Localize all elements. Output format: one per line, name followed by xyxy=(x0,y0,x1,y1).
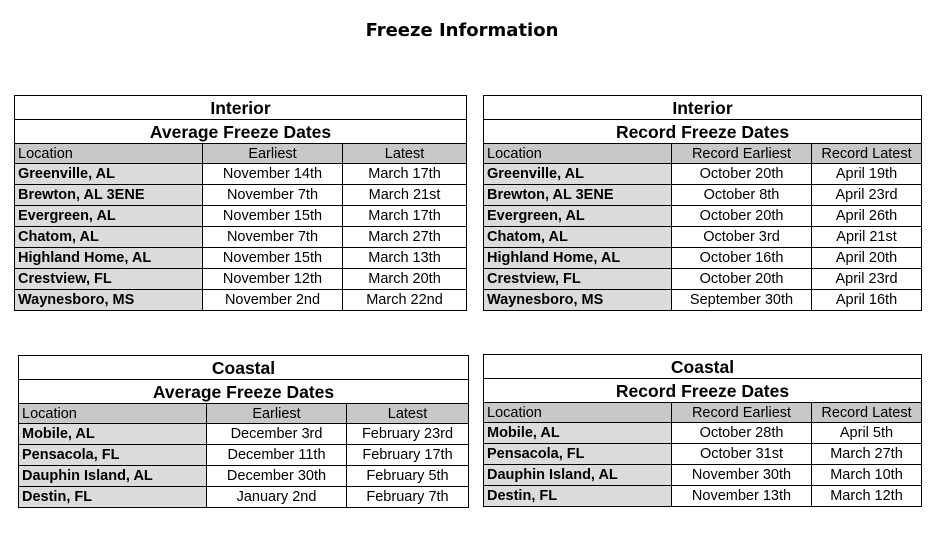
table-row xyxy=(484,269,922,290)
earliest-cell: December 3rd xyxy=(207,424,347,445)
location-cell: Destin, FL xyxy=(19,487,207,508)
column-header: Location xyxy=(484,144,672,164)
location-cell: Chatom, AL xyxy=(484,227,672,248)
earliest-cell: January 2nd xyxy=(207,487,347,508)
table-row xyxy=(484,164,922,185)
table-row xyxy=(484,465,922,486)
earliest-cell: November 30th xyxy=(672,465,812,486)
column-header: Location xyxy=(484,403,672,423)
location-cell: Mobile, AL xyxy=(484,423,672,444)
location-cell: Dauphin Island, AL xyxy=(484,465,672,486)
table-row xyxy=(484,227,922,248)
earliest-cell: December 11th xyxy=(207,445,347,466)
earliest-cell: October 20th xyxy=(672,206,812,227)
coastal-average-table xyxy=(18,355,469,508)
latest-cell: March 22nd xyxy=(343,290,467,311)
earliest-cell: October 16th xyxy=(672,248,812,269)
column-header: Record Latest xyxy=(812,403,922,423)
earliest-cell: October 28th xyxy=(672,423,812,444)
table-row xyxy=(15,248,467,269)
earliest-cell: November 7th xyxy=(203,185,343,206)
table-subtitle: Average Freeze Dates xyxy=(19,380,469,404)
column-header-row xyxy=(15,144,467,164)
location-cell: Evergreen, AL xyxy=(484,206,672,227)
latest-cell: April 16th xyxy=(812,290,922,311)
location-cell: Brewton, AL 3ENE xyxy=(484,185,672,206)
table-row xyxy=(19,424,469,445)
table-row xyxy=(484,185,922,206)
latest-cell: March 27th xyxy=(343,227,467,248)
table-row xyxy=(19,487,469,508)
latest-cell: April 20th xyxy=(812,248,922,269)
location-cell: Highland Home, AL xyxy=(15,248,203,269)
table-row xyxy=(15,290,467,311)
column-header: Earliest xyxy=(207,404,347,424)
table-row xyxy=(484,444,922,465)
table-row xyxy=(15,206,467,227)
column-header: Location xyxy=(15,144,203,164)
location-cell: Crestview, FL xyxy=(15,269,203,290)
latest-cell: April 5th xyxy=(812,423,922,444)
latest-cell: February 5th xyxy=(347,466,469,487)
location-cell: Waynesboro, MS xyxy=(15,290,203,311)
region-heading: Interior xyxy=(484,96,922,120)
latest-cell: March 21st xyxy=(343,185,467,206)
column-header: Record Latest xyxy=(812,144,922,164)
earliest-cell: November 2nd xyxy=(203,290,343,311)
location-cell: Waynesboro, MS xyxy=(484,290,672,311)
interior-average-table xyxy=(14,95,467,311)
table-subtitle: Record Freeze Dates xyxy=(484,379,922,403)
table-row xyxy=(484,206,922,227)
location-cell: Greenville, AL xyxy=(484,164,672,185)
column-header: Latest xyxy=(343,144,467,164)
earliest-cell: November 14th xyxy=(203,164,343,185)
table-subtitle: Average Freeze Dates xyxy=(15,120,467,144)
location-cell: Destin, FL xyxy=(484,486,672,507)
coastal-record-table xyxy=(483,354,922,507)
latest-cell: March 27th xyxy=(812,444,922,465)
table-row xyxy=(19,466,469,487)
latest-cell: April 19th xyxy=(812,164,922,185)
latest-cell: March 17th xyxy=(343,206,467,227)
column-header-row xyxy=(484,144,922,164)
location-cell: Highland Home, AL xyxy=(484,248,672,269)
table-row xyxy=(15,227,467,248)
earliest-cell: November 15th xyxy=(203,206,343,227)
table-subtitle: Record Freeze Dates xyxy=(484,120,922,144)
earliest-cell: October 20th xyxy=(672,269,812,290)
location-cell: Evergreen, AL xyxy=(15,206,203,227)
latest-cell: April 23rd xyxy=(812,269,922,290)
latest-cell: April 26th xyxy=(812,206,922,227)
earliest-cell: October 31st xyxy=(672,444,812,465)
earliest-cell: November 7th xyxy=(203,227,343,248)
column-header: Earliest xyxy=(203,144,343,164)
latest-cell: March 12th xyxy=(812,486,922,507)
latest-cell: February 17th xyxy=(347,445,469,466)
table-row xyxy=(15,185,467,206)
region-heading: Coastal xyxy=(19,356,469,380)
interior-record-table xyxy=(483,95,922,311)
column-header: Record Earliest xyxy=(672,144,812,164)
location-cell: Pensacola, FL xyxy=(484,444,672,465)
table-row xyxy=(19,445,469,466)
location-cell: Mobile, AL xyxy=(19,424,207,445)
latest-cell: February 7th xyxy=(347,487,469,508)
earliest-cell: October 20th xyxy=(672,164,812,185)
earliest-cell: December 30th xyxy=(207,466,347,487)
region-heading: Coastal xyxy=(484,355,922,379)
earliest-cell: October 3rd xyxy=(672,227,812,248)
table-row xyxy=(484,248,922,269)
latest-cell: April 23rd xyxy=(812,185,922,206)
column-header-row xyxy=(19,404,469,424)
latest-cell: March 20th xyxy=(343,269,467,290)
column-header: Latest xyxy=(347,404,469,424)
column-header-row xyxy=(484,403,922,423)
location-cell: Chatom, AL xyxy=(15,227,203,248)
location-cell: Pensacola, FL xyxy=(19,445,207,466)
page-title: Freeze Information xyxy=(365,20,559,41)
latest-cell: March 13th xyxy=(343,248,467,269)
earliest-cell: November 13th xyxy=(672,486,812,507)
location-cell: Greenville, AL xyxy=(15,164,203,185)
earliest-cell: September 30th xyxy=(672,290,812,311)
table-row xyxy=(15,164,467,185)
earliest-cell: November 15th xyxy=(203,248,343,269)
location-cell: Crestview, FL xyxy=(484,269,672,290)
location-cell: Brewton, AL 3ENE xyxy=(15,185,203,206)
table-row xyxy=(484,486,922,507)
earliest-cell: November 12th xyxy=(203,269,343,290)
column-header: Record Earliest xyxy=(672,403,812,423)
table-row xyxy=(15,269,467,290)
latest-cell: February 23rd xyxy=(347,424,469,445)
latest-cell: April 21st xyxy=(812,227,922,248)
region-heading: Interior xyxy=(15,96,467,120)
earliest-cell: October 8th xyxy=(672,185,812,206)
latest-cell: March 10th xyxy=(812,465,922,486)
table-row xyxy=(484,290,922,311)
table-row xyxy=(484,423,922,444)
latest-cell: March 17th xyxy=(343,164,467,185)
column-header: Location xyxy=(19,404,207,424)
location-cell: Dauphin Island, AL xyxy=(19,466,207,487)
